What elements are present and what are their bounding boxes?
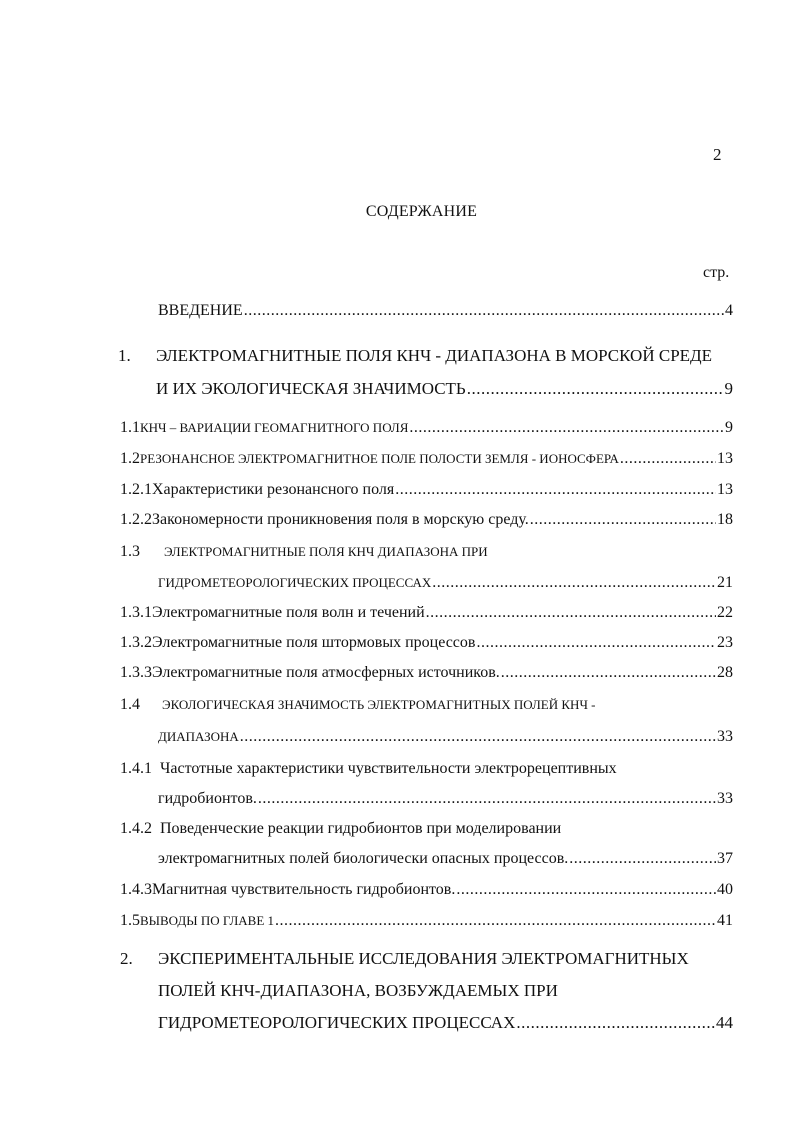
page-column-label: стр.: [703, 264, 730, 281]
toc-entry-text: ГИДРОМЕТЕОРОЛОГИЧЕСКИХ ПРОЦЕССАХ: [158, 1013, 516, 1032]
leader-dots: [275, 910, 716, 932]
toc-entry-page: 13: [717, 450, 733, 467]
toc-entry-chapter-2-line1[interactable]: [120, 948, 733, 970]
toc-entry-text: РЕЗОНАНСНОЕ ЭЛЕКТРОМАГНИТНОЕ ПОЛЕ ПОЛОСТИ ЗЕМЛЯ - ИОНОСФЕРА: [140, 451, 619, 466]
toc-entry-page: 9: [725, 419, 733, 436]
toc-entry-text: гидробионтов.: [158, 790, 257, 807]
toc-entry-page: 44: [716, 1013, 733, 1032]
leader-dots: [456, 879, 716, 901]
toc-entry-1-4-2-line2[interactable]: [158, 848, 733, 870]
toc-entry-number: 1.4: [120, 696, 140, 713]
toc-entry-intro[interactable]: [158, 300, 733, 322]
toc-entry-1-4-1-line1[interactable]: [120, 758, 733, 780]
toc-entry-number: 1.4.2: [120, 820, 152, 837]
toc-entry-page: 23: [717, 634, 733, 651]
toc-entry-number: 1.: [118, 346, 131, 365]
toc-entry-text: электромагнитных полей биологически опасных процессов.: [158, 850, 569, 867]
toc-entry-text: ДИАПАЗОНА: [158, 729, 239, 744]
toc-entry-chapter-2-line3[interactable]: [158, 1012, 733, 1034]
toc-entry-1-1[interactable]: [120, 417, 733, 439]
toc-entry-number: 1.4.3: [120, 881, 152, 898]
toc-entry-number: 1.2: [120, 450, 140, 467]
toc-entry-1-3-3[interactable]: [120, 662, 733, 684]
leader-dots: [409, 417, 724, 439]
toc-entry-page: 41: [717, 912, 733, 929]
toc-entry-text: Электромагнитные поля штормовых процессов: [152, 634, 476, 651]
toc-entry-number: 1.3: [120, 543, 140, 560]
leader-dots: [240, 726, 716, 748]
toc-entry-page: 18: [717, 511, 733, 528]
toc-entry-1-3-line1[interactable]: [120, 541, 733, 563]
leader-dots: [244, 300, 724, 322]
toc-entry-1-4-line2[interactable]: [158, 726, 733, 748]
toc-entry-page: 22: [717, 604, 733, 621]
toc-entry-number: 2.: [120, 949, 133, 968]
toc-entry-number: 1.3.3: [120, 664, 152, 681]
toc-entry-number: 1.5: [120, 912, 140, 929]
toc-entry-chapter-1-line1[interactable]: [118, 345, 738, 367]
toc-entry-page: 40: [717, 881, 733, 898]
toc-entry-1-4-1-line2[interactable]: [158, 788, 733, 810]
leader-dots: [501, 662, 716, 684]
toc-entry-1-3-line2[interactable]: [158, 572, 733, 594]
toc-entry-text: Закономерности проникновения поля в морскую среду.: [152, 511, 529, 528]
toc-entry-text: И ИХ ЭКОЛОГИЧЕСКАЯ ЗНАЧИМОСТЬ: [156, 379, 466, 398]
toc-entry-text: Электромагнитные поля волн и течений: [152, 604, 425, 621]
toc-entry-page: 13: [717, 481, 733, 498]
toc-entry-page: 33: [717, 728, 733, 745]
toc-entry-text: ЭЛЕКТРОМАГНИТНЫЕ ПОЛЯ КНЧ - ДИАПАЗОНА В МОРСКОЙ СРЕДЕ: [156, 346, 713, 365]
toc-entry-page: 33: [717, 790, 733, 807]
leader-dots: [476, 632, 716, 654]
leader-dots: [620, 448, 716, 470]
leader-dots: [467, 378, 724, 400]
toc-entry-page: 28: [717, 664, 733, 681]
toc-entry-number: 1.2.2: [120, 511, 152, 528]
toc-entry-1-2-2[interactable]: [120, 509, 733, 531]
toc-entry-page: 4: [725, 302, 733, 319]
toc-entry-text: ЭКСПЕРИМЕНТАЛЬНЫЕ ИССЛЕДОВАНИЯ ЭЛЕКТРОМАГНИТНЫХ: [158, 949, 689, 968]
leader-dots: [395, 479, 716, 501]
toc-entry-text: Характеристики резонансного поля: [152, 481, 395, 498]
toc-entry-text: ЭКОЛОГИЧЕСКАЯ ЗНАЧИМОСТЬ ЭЛЕКТРОМАГНИТНЫХ ПОЛЕЙ КНЧ -: [162, 697, 596, 712]
leader-dots: [569, 848, 716, 870]
toc-entry-number: 1.3.2: [120, 634, 152, 651]
toc-entry-1-4-3[interactable]: [120, 879, 733, 901]
toc-entry-number: 1.4.1: [120, 760, 152, 777]
toc-entry-text: Поведенческие реакции гидробионтов при моделировании: [160, 820, 562, 837]
toc-entry-text: КНЧ – ВАРИАЦИИ ГЕОМАГНИТНОГО ПОЛЯ: [140, 420, 409, 435]
toc-entry-number: 1.1: [120, 419, 140, 436]
toc-title: СОДЕРЖАНИЕ: [365, 203, 478, 220]
toc-entry-1-2-1[interactable]: [120, 479, 733, 501]
toc-entry-page: 37: [717, 850, 733, 867]
toc-entry-text: Электромагнитные поля атмосферных источников.: [152, 664, 500, 681]
toc-entry-text: ПОЛЕЙ КНЧ-ДИАПАЗОНА, ВОЗБУЖДАЕМЫХ ПРИ: [158, 981, 558, 1000]
toc-entry-chapter-2-line2[interactable]: [158, 980, 733, 1002]
toc-entry-page: 9: [724, 379, 733, 398]
toc-entry-1-2[interactable]: [120, 448, 733, 470]
toc-entry-text: ЭЛЕКТРОМАГНИТНЫЕ ПОЛЯ КНЧ ДИАПАЗОНА ПРИ: [164, 544, 488, 559]
page-number: 2: [713, 145, 722, 164]
toc-entry-text: Магнитная чувствительность гидробионтов.: [152, 881, 456, 898]
toc-entry-text: ГИДРОМЕТЕОРОЛОГИЧЕСКИХ ПРОЦЕССАХ: [158, 575, 432, 590]
toc-entry-1-4-line1[interactable]: [120, 694, 733, 716]
toc-entry-1-4-2-line1[interactable]: [120, 818, 733, 840]
leader-dots: [426, 602, 716, 624]
toc-entry-text: ВВЕДЕНИЕ: [158, 302, 243, 319]
toc-entry-number: 1.3.1: [120, 604, 152, 621]
toc-entry-1-3-1[interactable]: [120, 602, 733, 624]
toc-entry-1-3-2[interactable]: [120, 632, 733, 654]
toc-entry-text: ВЫВОДЫ ПО ГЛАВЕ 1: [140, 913, 275, 928]
leader-dots: [516, 1012, 715, 1034]
toc-entry-chapter-1-line2[interactable]: [156, 378, 733, 400]
toc-entry-page: 21: [717, 574, 733, 591]
leader-dots: [258, 788, 716, 810]
leader-dots: [432, 572, 716, 594]
toc-entry-text: Частотные характеристики чувствительности электрорецептивных: [160, 760, 617, 777]
toc-entry-1-5[interactable]: [120, 910, 733, 932]
toc-entry-number: 1.2.1: [120, 481, 152, 498]
leader-dots: [530, 509, 716, 531]
